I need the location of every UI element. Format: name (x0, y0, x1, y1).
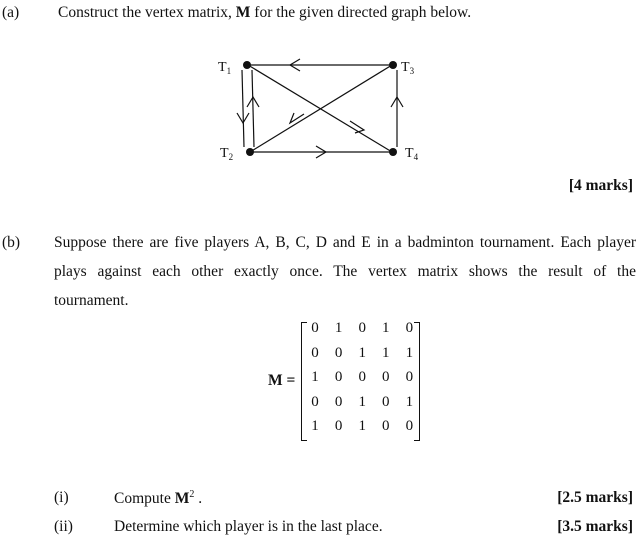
node-label-t4: $T_4$ (405, 146, 419, 162)
matrix-cell-r5-c2: 0 (334, 418, 343, 434)
matrix-cell-r5-c1: 1 (311, 418, 319, 434)
matrix-symbol-m: M (235, 4, 251, 21)
part-b-line-1: Suppose there are five players A, B, C, D and E in a badminton tournament. Each player (54, 234, 636, 251)
matrix-cell-r1-c1: 0 (311, 320, 319, 336)
matrix-cell-r1-c3: 0 (358, 320, 366, 336)
node-t1 (243, 61, 251, 69)
node-t3 (389, 61, 397, 69)
matrix-cell-r4-c3: 1 (358, 393, 366, 410)
matrix-cell-r1-c4: 1 (382, 320, 390, 336)
matrix-cell-r5-c3: 1 (358, 418, 366, 434)
sub-i-exponent: 2 (189, 489, 195, 500)
question-text-suffix: for the given directed graph below. (250, 4, 472, 21)
sub-ii-label: (ii) (54, 518, 73, 535)
matrix-cell-r5-c5: 0 (405, 418, 414, 434)
matrix-cell-r1-c2: 1 (334, 320, 343, 336)
sub-i-text (114, 489, 202, 508)
matrix-cell-r4-c4: 0 (382, 393, 390, 410)
graph-edges (242, 65, 397, 152)
sub-i-suffix: . (194, 490, 203, 508)
arrow-t3-t2 (290, 113, 304, 123)
matrix-cell-r2-c3: 1 (358, 344, 366, 361)
matrix-cell-r2-c1: 0 (311, 344, 319, 361)
matrix-cell-r3-c4: 0 (382, 369, 390, 385)
sub-ii-text: Determine which player is in the last place. (114, 518, 383, 535)
edge-t1-t2-down (242, 70, 244, 147)
node-label-t1: $T_1$ (218, 60, 232, 76)
matrix-cell-r1-c5: 0 (405, 320, 414, 336)
part-b-line-2: plays against each other exactly once. The vertex matrix shows the result of the (54, 263, 636, 280)
matrix-cell-r2-c2: 0 (334, 344, 343, 361)
matrix-cell-r3-c1: 1 (311, 369, 319, 385)
matrix-cell-r2-c5: 1 (405, 344, 414, 361)
sub-i-prefix: Compute (114, 490, 175, 508)
node-label-t2: $T_2$ (220, 146, 234, 162)
matrix-cell-r3-c3: 0 (358, 369, 366, 385)
sub-ii-marks: [3.5 marks] (557, 518, 633, 535)
question-text-prefix: Construct the vertex matrix, (58, 4, 236, 21)
matrix-cell-r3-c2: 0 (334, 369, 343, 385)
node-t2 (246, 148, 254, 156)
node-t4 (389, 148, 397, 156)
matrix-cell-r4-c2: 0 (334, 393, 343, 410)
edge-t2-t1-up (252, 70, 254, 147)
part-b-label: (b) (2, 234, 21, 251)
part-a-marks: [4 marks] (568, 177, 633, 194)
part-b-line-3: tournament. (54, 292, 129, 309)
matrix-cell-r2-c4: 1 (382, 344, 390, 361)
matrix-label: M = (268, 372, 296, 389)
matrix-cell-r3-c5: 0 (405, 369, 414, 385)
directed-graph (0, 0, 639, 230)
sub-i-marks: [2.5 marks] (557, 489, 633, 506)
matrix-cell-r5-c4: 0 (382, 418, 390, 434)
matrix-cell-r4-c1: 0 (311, 393, 319, 410)
sub-i-matrix-symbol: M (174, 490, 190, 508)
matrix-cell-r4-c5: 1 (405, 393, 414, 410)
part-a-label: (a) (2, 4, 20, 21)
sub-i-label: (i) (54, 489, 69, 506)
node-label-t3: $T_3$ (401, 60, 415, 76)
